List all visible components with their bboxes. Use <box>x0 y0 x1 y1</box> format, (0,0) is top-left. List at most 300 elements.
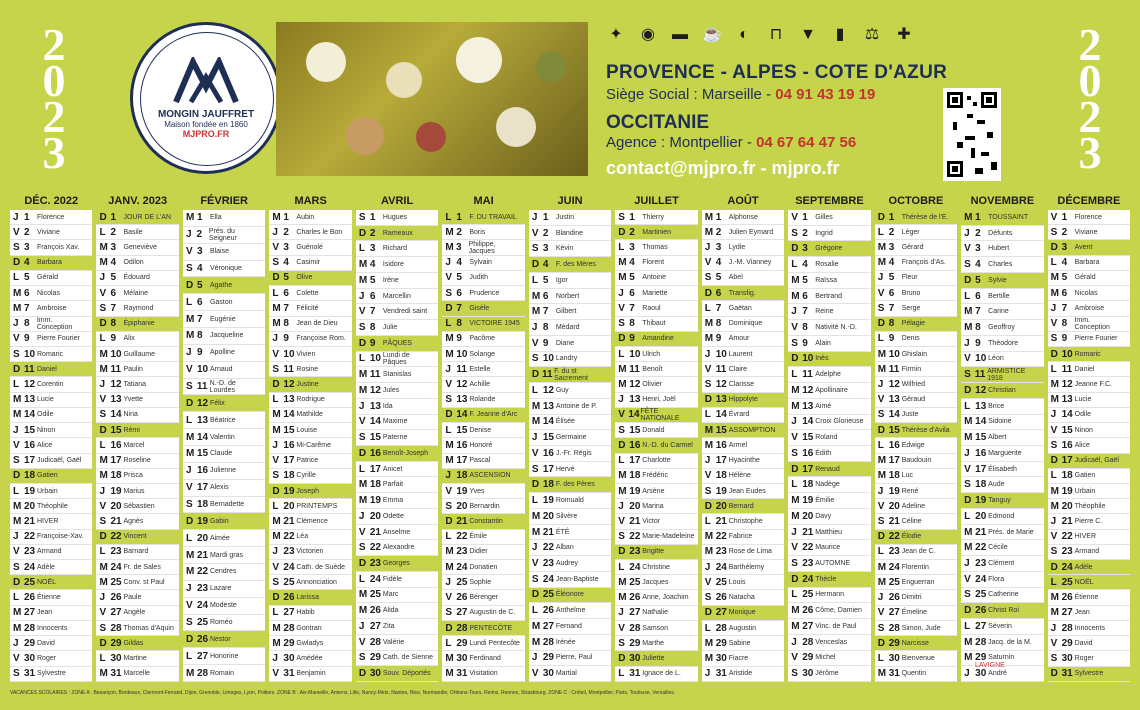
day-number: 9 <box>715 333 722 345</box>
day-row <box>1048 271 1130 286</box>
day-number: 18 <box>802 479 814 491</box>
day-number: 13 <box>283 394 295 406</box>
day-number: 5 <box>888 272 895 284</box>
saint-name: Estelle <box>469 365 491 373</box>
saint-name: Nathalie <box>642 609 668 617</box>
day-row <box>961 289 1043 305</box>
saint-name: Julien Eymard <box>728 228 774 236</box>
weekday-letter: M <box>877 257 887 269</box>
day-row <box>269 210 351 225</box>
day-row <box>529 556 611 572</box>
weekday-letter: D <box>1050 668 1058 680</box>
weekday-letter: J <box>1050 622 1057 634</box>
day-row <box>875 454 957 469</box>
day-list <box>442 210 524 682</box>
saint-name: Albert <box>988 434 1007 442</box>
saint-name: Mathilde <box>296 411 323 419</box>
day-row <box>96 484 178 499</box>
day-number: 27 <box>975 620 987 632</box>
day-row <box>702 438 784 453</box>
weekday-letter: D <box>964 495 972 507</box>
day-row <box>183 294 265 311</box>
month-column <box>1048 192 1130 682</box>
day-row <box>356 509 438 525</box>
saint-name: Geoffroy <box>988 324 1015 331</box>
day-row <box>183 631 265 648</box>
weekday-letter: L <box>618 455 625 467</box>
day-number: 12 <box>456 379 468 391</box>
weekday-letter: S <box>877 302 885 314</box>
day-number: 24 <box>110 561 122 573</box>
day-number: 2 <box>975 227 981 239</box>
saint-name: Marina <box>642 502 664 510</box>
weekday-letter: V <box>964 573 971 585</box>
day-number: 20 <box>975 510 987 522</box>
saint-name: ASCENSION <box>469 472 511 480</box>
day-number: 3 <box>542 243 549 255</box>
day-number: 2 <box>283 226 289 238</box>
month-title: JANV. 2023 <box>96 192 178 210</box>
day-number: 25 <box>196 617 209 629</box>
day-number: 26 <box>369 605 381 617</box>
saint-name: Michel <box>815 654 836 662</box>
day-row <box>1048 469 1130 484</box>
weekday-letter: J <box>99 485 106 497</box>
weekday-letter: D <box>618 333 626 345</box>
day-row <box>96 499 178 514</box>
weekday-letter: D <box>358 558 367 570</box>
year-digit: 2 <box>42 91 66 142</box>
day-row <box>269 545 351 560</box>
day-row <box>356 462 438 478</box>
day-number: 8 <box>369 322 376 333</box>
day-number: 18 <box>715 470 727 482</box>
saint-name: Prudence <box>469 289 500 297</box>
saint-name: Maurice <box>815 544 841 552</box>
weekday-letter: M <box>531 620 541 632</box>
day-number: 9 <box>196 347 203 359</box>
day-row <box>356 477 438 493</box>
day-number: 9 <box>283 333 289 345</box>
weekday-letter: M <box>185 448 195 460</box>
weekday-letter: S <box>99 515 107 527</box>
saint-name: Clarisse <box>728 381 755 389</box>
weekday-letter: V <box>791 211 798 223</box>
day-number: 13 <box>1061 394 1073 406</box>
weekday-letter: S <box>791 227 798 239</box>
weekday-letter: V <box>531 447 539 459</box>
month-column <box>96 192 178 682</box>
day-row <box>183 328 265 345</box>
saint-name: Justin <box>555 213 575 221</box>
weekday-letter: D <box>185 397 194 409</box>
day-number: 7 <box>975 306 981 318</box>
saint-name: Flora <box>988 575 1005 583</box>
saint-name: Marthe <box>642 639 665 647</box>
saint-name: Isidore <box>382 261 404 269</box>
day-row <box>961 540 1043 556</box>
day-row <box>96 362 178 377</box>
weekday-letter: M <box>1050 485 1059 497</box>
day-row <box>356 446 438 462</box>
saint-name: Alice <box>1074 441 1090 449</box>
weekday-letter: J <box>185 347 192 359</box>
day-row <box>615 560 697 575</box>
saint-name: Saturnin <box>988 654 1015 662</box>
saint-name: Apolline <box>209 349 235 357</box>
day-number: 30 <box>456 652 468 664</box>
saint-name: Hermann <box>815 591 845 599</box>
qr-code[interactable] <box>943 88 1001 181</box>
saint-name: Pierre Fourier <box>37 335 80 343</box>
saint-name: Théodore <box>988 339 1019 347</box>
day-number: 10 <box>975 353 987 365</box>
day-number: 16 <box>110 439 122 451</box>
saint-name: Imm. Conception <box>36 316 73 331</box>
day-row <box>10 621 92 636</box>
day-number: 10 <box>110 348 122 360</box>
day-number: 1 <box>196 212 203 224</box>
day-number: 13 <box>196 414 209 426</box>
day-row <box>269 438 351 453</box>
day-row <box>529 320 611 336</box>
saint-name: Christine <box>642 563 670 571</box>
day-row <box>615 636 697 651</box>
weekday-letter: V <box>531 337 539 349</box>
day-row <box>529 336 611 352</box>
day-row <box>529 493 611 509</box>
saint-name: Juliette <box>642 654 665 662</box>
weekday-letter: M <box>531 416 541 428</box>
saint-name: Georges <box>382 560 410 568</box>
day-number: 8 <box>802 322 808 333</box>
weekday-letter: M <box>531 306 541 318</box>
saint-name: Corentin <box>37 381 64 389</box>
weekday-letter: S <box>531 463 539 475</box>
year-digit: 3 <box>42 127 66 178</box>
weekday-letter: J <box>531 322 538 333</box>
weekday-letter: S <box>1050 546 1058 558</box>
weekday-letter: S <box>13 242 20 254</box>
day-row <box>702 393 784 408</box>
saint-name: Ambroise <box>1074 304 1105 312</box>
day-number: 5 <box>369 274 376 286</box>
day-number: 26 <box>196 633 209 645</box>
weekday-letter: L <box>358 463 365 475</box>
weekday-letter: J <box>791 416 797 428</box>
weekday-letter: J <box>1050 302 1057 314</box>
day-row <box>269 362 351 377</box>
day-row <box>96 393 178 408</box>
day-row <box>356 289 438 305</box>
weekday-letter: V <box>531 668 539 680</box>
day-row <box>529 273 611 289</box>
saint-name: Fr. de Sales <box>123 563 161 571</box>
day-number: 21 <box>629 515 641 527</box>
day-number: 11 <box>24 363 35 375</box>
saint-name: Gontran <box>296 624 322 632</box>
day-row <box>1048 423 1130 438</box>
weekday-letter: S <box>99 409 107 421</box>
day-row <box>356 304 438 320</box>
saint-name: Vendredi saint <box>382 308 428 316</box>
weekday-letter: M <box>99 561 108 573</box>
weekday-letter: V <box>791 322 798 333</box>
day-number: 27 <box>283 607 295 619</box>
saint-name: Théophile <box>37 502 68 510</box>
weekday-letter: L <box>99 652 106 664</box>
weekday-letter: M <box>185 313 195 325</box>
day-row <box>442 499 524 514</box>
school-holidays-note: VACANCES SCOLAIRES : ZONE A : Besançon, Bordeaux, Clermont-Ferrand, Dijon, Grenoble, Limoges, Lyon, Poitiers. ZONE B : Aix-Marseille, Amiens, Lille, Nancy-Metz, Nantes, Nice, Normandie, Orléans-Tours, Reims, Rennes, Strasbourg. ZONE C : Créteil, Montpellier, Paris, Toulouse, Versailles. <box>10 690 676 696</box>
day-row <box>269 530 351 545</box>
day-number: 18 <box>542 479 554 491</box>
day-row <box>702 545 784 560</box>
day-number: 17 <box>1061 455 1073 467</box>
day-number: 19 <box>542 495 554 507</box>
weekday-letter: L <box>445 424 452 436</box>
day-row <box>442 225 524 240</box>
day-number: 25 <box>888 576 900 588</box>
saint-name: Amour <box>728 335 750 343</box>
saint-name: Cyrille <box>296 472 316 480</box>
saint-name: Adeline <box>901 502 926 510</box>
month-title: JUIN <box>529 192 611 210</box>
day-number: 11 <box>802 369 813 381</box>
weekday-letter: M <box>531 400 541 412</box>
day-row <box>356 493 438 509</box>
day-number: 2 <box>715 226 722 238</box>
weekday-letter: V <box>272 668 280 680</box>
weekday-letter: M <box>13 515 22 527</box>
saint-name: Pierre, Paul <box>555 654 593 662</box>
day-number: 9 <box>369 337 376 349</box>
day-row <box>356 666 438 682</box>
day-number: 11 <box>888 363 900 375</box>
day-number: 7 <box>715 302 722 314</box>
saint-name: Élisée <box>555 418 575 426</box>
saint-name: Léa <box>296 533 309 541</box>
weekday-letter: J <box>99 272 106 284</box>
saint-name: Irène <box>382 276 399 284</box>
day-number: 22 <box>715 531 727 543</box>
day-number: 19 <box>110 485 122 497</box>
weekday-letter: L <box>185 650 193 662</box>
day-row <box>529 619 611 635</box>
saint-name: Prés. de Marie <box>988 528 1034 536</box>
weekday-letter: J <box>445 257 451 269</box>
weekday-letter: M <box>1050 379 1059 391</box>
year-right <box>1050 14 1130 184</box>
saint-name: FÊTE NATIONALE <box>640 407 680 422</box>
saint-name: Zita <box>382 622 395 630</box>
day-number: 6 <box>888 287 895 299</box>
saint-name: Catherine <box>988 591 1019 599</box>
saint-name: Béatrice <box>209 416 236 424</box>
weekday-letter: V <box>445 379 453 391</box>
day-number: 9 <box>888 333 895 345</box>
day-number: 20 <box>1061 500 1073 512</box>
day-number: 18 <box>196 499 209 511</box>
day-number: 29 <box>456 637 468 649</box>
weekday-letter: M <box>13 394 22 406</box>
weekday-letter: S <box>531 243 539 255</box>
day-row <box>875 301 957 316</box>
saint-name: Jean de C. <box>901 548 936 556</box>
weekday-letter: V <box>1050 424 1058 436</box>
weekday-letter: M <box>704 424 714 436</box>
saint-name: Brigitte <box>642 548 665 556</box>
day-row <box>269 575 351 590</box>
saint-name: Casimir <box>296 259 321 267</box>
weekday-letter: M <box>272 515 281 527</box>
day-row <box>356 619 438 635</box>
day-row <box>875 651 957 666</box>
day-row <box>10 545 92 560</box>
year-digit: 2 <box>1078 91 1102 142</box>
contact-line[interactable]: contact@mjpro.fr - mjpro.fr <box>606 158 840 178</box>
weekday-letter: L <box>531 384 538 396</box>
saint-name: Blandine <box>555 229 584 237</box>
day-number: 12 <box>975 384 987 396</box>
day-row <box>183 513 265 530</box>
day-number: 14 <box>110 409 122 421</box>
weekday-letter: L <box>99 546 106 558</box>
saint-name: Roméo <box>209 619 233 627</box>
saint-name: Guillaume <box>123 350 155 358</box>
weekday-letter: M <box>445 546 454 558</box>
day-row <box>875 256 957 271</box>
weekday-letter: J <box>13 637 19 649</box>
day-number: 19 <box>196 515 209 527</box>
day-row <box>961 603 1043 619</box>
day-row <box>356 257 438 273</box>
weekday-letter: J <box>704 668 711 680</box>
weekday-letter: M <box>358 589 368 601</box>
day-row <box>529 588 611 604</box>
day-row <box>96 469 178 484</box>
day-number: 5 <box>975 274 981 286</box>
saint-name: Dimitri <box>901 594 922 602</box>
day-number: 4 <box>1061 257 1068 269</box>
day-row <box>10 484 92 499</box>
weekday-letter: M <box>99 363 108 375</box>
weekday-letter: L <box>1050 363 1057 375</box>
weekday-letter: L <box>531 495 538 507</box>
saint-name: Bernadette <box>209 501 245 509</box>
saint-name: Vincent <box>123 533 147 541</box>
saint-name: Mi-Carême <box>296 441 332 449</box>
weekday-letter: S <box>13 668 20 680</box>
day-row <box>961 493 1043 509</box>
saint-name: Guy <box>555 386 569 394</box>
day-number: 24 <box>196 600 209 612</box>
weekday-letter: D <box>1050 455 1058 467</box>
weekday-letter: M <box>99 348 108 360</box>
day-row <box>702 667 784 682</box>
day-number: 12 <box>542 384 554 396</box>
day-row <box>10 347 92 362</box>
saint-name: HIVER <box>37 517 59 525</box>
day-row <box>442 332 524 347</box>
weekday-letter: M <box>791 274 800 286</box>
saint-name: Louise <box>296 426 318 434</box>
saint-name: Romain <box>209 669 235 677</box>
saint-name: Prisca <box>123 472 143 480</box>
weekday-letter: M <box>704 531 714 543</box>
weekday-letter: M <box>358 605 368 617</box>
day-number: 1 <box>888 211 895 223</box>
saint-name: Évrard <box>728 411 750 419</box>
day-row <box>788 273 870 289</box>
day-row <box>1048 484 1130 499</box>
year-digit: 2 <box>42 19 66 70</box>
weekday-letter: D <box>618 546 626 558</box>
saint-name: Nicolas <box>1074 289 1098 297</box>
siege-phone[interactable]: 04 91 43 19 19 <box>775 86 876 103</box>
weekday-letter: M <box>964 322 973 333</box>
saint-name: Vinc. de Paul <box>815 622 857 630</box>
saint-name: Benoît <box>642 365 663 373</box>
weekday-letter: D <box>358 447 367 459</box>
saint-name: Gilbert <box>555 308 577 316</box>
month-column <box>615 192 697 682</box>
saint-name: Arsène <box>642 487 665 495</box>
saint-name: Samson <box>642 624 668 632</box>
day-row <box>702 499 784 514</box>
day-row <box>10 256 92 271</box>
day-number: 31 <box>110 668 122 680</box>
day-number: 4 <box>369 259 376 271</box>
saint-name: Victorien <box>296 548 324 556</box>
day-number: 13 <box>715 394 727 406</box>
saint-name: Françoise Rom. <box>296 335 346 343</box>
saint-name: Donald <box>642 426 665 434</box>
day-row <box>615 317 697 332</box>
day-number: 3 <box>802 243 808 255</box>
saint-name: J.-Fr. Régis <box>555 449 592 457</box>
day-number: 29 <box>715 637 727 649</box>
saint-name: Gildas <box>123 639 144 647</box>
weekday-letter: D <box>791 353 799 365</box>
day-row <box>10 393 92 408</box>
saint-name: Olive <box>296 274 313 282</box>
saint-name: Achille <box>469 381 490 389</box>
weekday-letter: L <box>445 637 452 649</box>
day-number: 18 <box>888 470 900 482</box>
saint-name: Rameaux <box>382 229 413 237</box>
day-row <box>702 575 784 590</box>
month-title: DÉCEMBRE <box>1048 192 1130 210</box>
weekday-letter: J <box>272 546 278 558</box>
day-row <box>269 408 351 423</box>
day-row <box>529 289 611 305</box>
saint-name: Jacq. de la M. <box>988 638 1032 646</box>
day-row <box>1048 438 1130 453</box>
day-row <box>356 572 438 588</box>
agence-phone[interactable]: 04 67 64 47 56 <box>756 134 857 151</box>
saint-name: Adèle <box>37 563 55 571</box>
day-number: 21 <box>24 515 36 527</box>
day-number: 14 <box>369 416 381 428</box>
month-title: FÉVRIER <box>183 192 265 210</box>
day-row <box>875 560 957 575</box>
day-number: 8 <box>715 318 722 330</box>
saint-name: Jacqueline <box>209 332 244 340</box>
saint-name: Jean de Dieu <box>296 320 338 328</box>
weekday-letter: V <box>272 561 280 573</box>
saint-name: Ulrich <box>642 350 661 358</box>
